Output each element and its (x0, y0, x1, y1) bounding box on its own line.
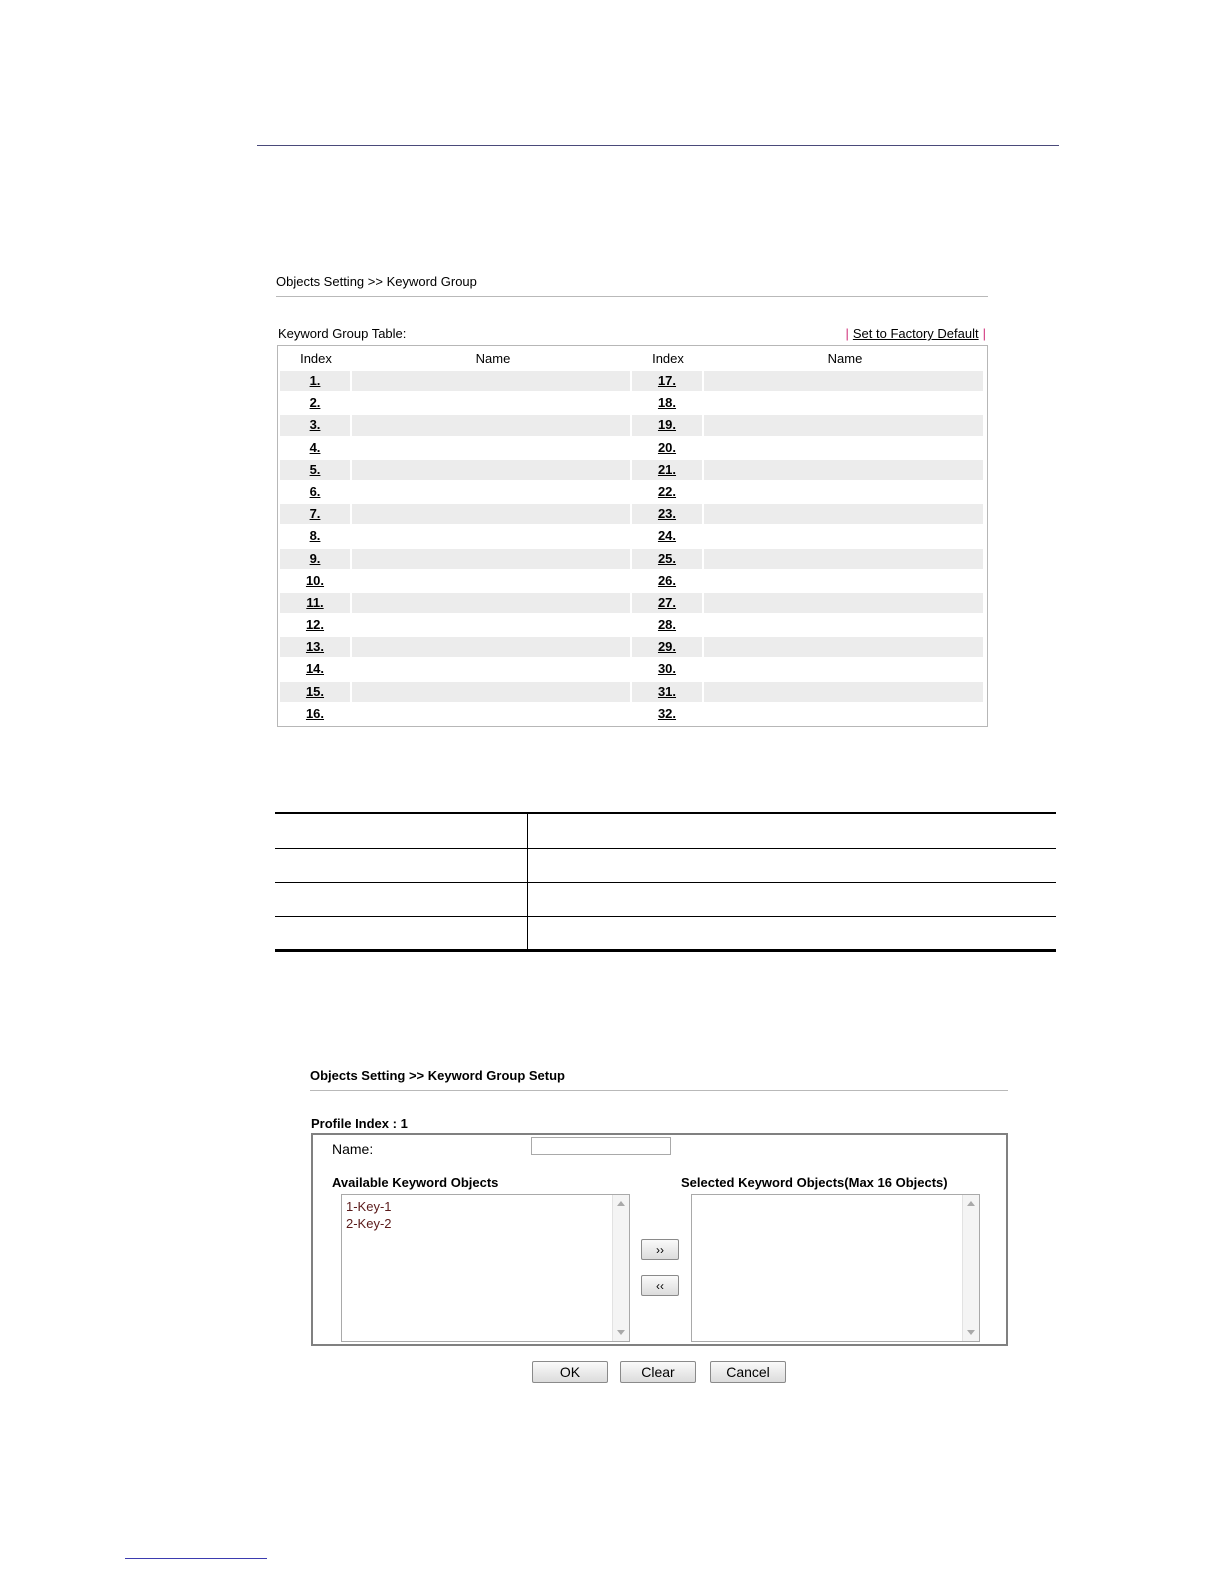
profile-index-link[interactable]: 25. (632, 549, 702, 569)
table-rule (275, 882, 1056, 883)
list-item[interactable]: 2-Key-2 (346, 1216, 392, 1231)
profile-index-link[interactable]: 20. (657, 439, 677, 455)
table-rule (275, 916, 1056, 917)
profile-index-link[interactable]: 24. (657, 528, 677, 544)
profile-name-cell (704, 549, 983, 569)
scroll-up-icon[interactable] (617, 1201, 625, 1206)
footer-rule (125, 1558, 267, 1559)
profile-name-cell (352, 682, 630, 702)
profile-index-link[interactable]: 19. (632, 415, 702, 435)
breadcrumb: Objects Setting >> Keyword Group (276, 274, 477, 289)
profile-index-link[interactable]: 22. (657, 483, 677, 499)
profile-index-link[interactable]: 26. (657, 572, 677, 588)
profile-name-cell (352, 615, 630, 635)
selected-keyword-objects-list[interactable] (691, 1194, 980, 1342)
available-list-scrollbar[interactable] (612, 1195, 629, 1341)
profile-name-cell (704, 526, 983, 546)
table-row (280, 614, 985, 636)
profile-index-link[interactable]: 2. (309, 395, 321, 411)
column-header-name: Name (475, 351, 511, 366)
table-row (280, 525, 985, 547)
profile-name-cell (704, 371, 983, 391)
profile-index-link[interactable]: 15. (280, 682, 350, 702)
profile-index-link[interactable]: 30. (657, 661, 677, 677)
table-rule (275, 848, 1056, 849)
profile-name-cell (704, 593, 983, 613)
keyword-group-panel (276, 272, 988, 721)
profile-name-cell (352, 704, 630, 724)
table-row (280, 570, 985, 592)
breadcrumb-divider (310, 1090, 1008, 1091)
profile-index-link[interactable]: 10. (305, 572, 325, 588)
set-factory-default-link[interactable]: Set to Factory Default (852, 326, 979, 341)
table-row (280, 437, 985, 459)
profile-index-link[interactable]: 16. (305, 705, 325, 721)
clear-button[interactable]: Clear (620, 1361, 696, 1383)
selected-keyword-objects-label: Selected Keyword Objects(Max 16 Objects) (681, 1175, 948, 1190)
page-header-rule (257, 145, 1059, 146)
separator-left: | (845, 326, 849, 341)
table-row (280, 414, 985, 436)
profile-name-cell (352, 526, 630, 546)
description-table (275, 812, 1056, 952)
profile-name-cell (704, 615, 983, 635)
cancel-button[interactable]: Cancel (710, 1361, 786, 1383)
profile-index-link[interactable]: 7. (280, 504, 350, 524)
selected-list-scrollbar[interactable] (962, 1195, 979, 1341)
profile-name-cell (352, 371, 630, 391)
table-row (280, 370, 985, 392)
profile-name-cell (352, 571, 630, 591)
available-keyword-objects-label: Available Keyword Objects (332, 1175, 499, 1190)
profile-index-link[interactable]: 32. (657, 705, 677, 721)
table-rule (275, 812, 1056, 814)
available-items (346, 1198, 392, 1232)
table-row (280, 703, 985, 725)
profile-index-link[interactable]: 18. (657, 395, 677, 411)
profile-index-link[interactable]: 9. (280, 549, 350, 569)
profile-name-cell (704, 704, 983, 724)
profile-name-cell (704, 682, 983, 702)
table-row (280, 658, 985, 680)
table-row (280, 459, 985, 481)
separator-right: | (982, 326, 986, 341)
add-object-button[interactable]: ›› (641, 1239, 679, 1260)
profile-index-link[interactable]: 13. (280, 637, 350, 657)
profile-name-cell (704, 415, 983, 435)
table-row (280, 548, 985, 570)
profile-name-cell (352, 482, 630, 502)
profile-name-cell (352, 438, 630, 458)
table-column-divider (527, 812, 528, 952)
profile-index-link[interactable]: 12. (305, 617, 325, 633)
table-column-headers (278, 346, 987, 370)
table-title: Keyword Group Table: (278, 326, 407, 341)
remove-object-button[interactable]: ‹‹ (641, 1275, 679, 1296)
profile-index-link[interactable]: 21. (632, 460, 702, 480)
profile-name-cell (704, 571, 983, 591)
table-row (280, 503, 985, 525)
breadcrumb: Objects Setting >> Keyword Group Setup (310, 1068, 565, 1083)
profile-index-link[interactable]: 1. (280, 371, 350, 391)
column-header-index: Index (652, 351, 684, 366)
name-input[interactable] (531, 1137, 671, 1155)
table-row (280, 392, 985, 414)
table-row (280, 681, 985, 703)
scroll-down-icon[interactable] (967, 1330, 975, 1335)
table-row (280, 636, 985, 658)
profile-name-cell (704, 460, 983, 480)
ok-button[interactable]: OK (532, 1361, 608, 1383)
table-rule (275, 949, 1056, 952)
profile-name-cell (352, 637, 630, 657)
profile-name-cell (352, 393, 630, 413)
profile-name-cell (352, 504, 630, 524)
list-item[interactable]: 1-Key-1 (346, 1199, 392, 1214)
table-row (280, 481, 985, 503)
setup-form-box (311, 1133, 1008, 1346)
profile-index: Profile Index : 1 (311, 1116, 408, 1131)
profile-name-cell (704, 393, 983, 413)
scroll-up-icon[interactable] (967, 1201, 975, 1206)
table-body (280, 370, 985, 725)
column-header-index: Index (300, 351, 332, 366)
name-label: Name: (332, 1141, 374, 1157)
profile-name-cell (704, 482, 983, 502)
profile-name-cell (704, 659, 983, 679)
profile-name-cell (352, 593, 630, 613)
profile-name-cell (704, 637, 983, 657)
factory-default-group (845, 326, 986, 341)
profile-index-link[interactable]: 31. (632, 682, 702, 702)
scroll-down-icon[interactable] (617, 1330, 625, 1335)
profile-name-cell (704, 438, 983, 458)
available-keyword-objects-list[interactable] (341, 1194, 630, 1342)
table-row (280, 592, 985, 614)
profile-index-link[interactable]: 27. (632, 593, 702, 613)
profile-index-link[interactable]: 28. (657, 617, 677, 633)
table-header-bar (278, 326, 988, 344)
breadcrumb-divider (276, 296, 988, 297)
profile-index-link[interactable]: 5. (280, 460, 350, 480)
profile-index-link[interactable]: 3. (280, 415, 350, 435)
profile-index-link[interactable]: 6. (309, 483, 321, 499)
profile-index-link[interactable]: 14. (305, 661, 325, 677)
column-header-name: Name (827, 351, 863, 366)
profile-name-cell (352, 659, 630, 679)
profile-name-cell (352, 549, 630, 569)
profile-index-link[interactable]: 17. (632, 371, 702, 391)
profile-index-link[interactable]: 11. (280, 593, 350, 613)
profile-index-link[interactable]: 29. (632, 637, 702, 657)
profile-name-cell (704, 504, 983, 524)
profile-index-link[interactable]: 8. (309, 528, 321, 544)
profile-index-link[interactable]: 4. (309, 439, 321, 455)
profile-name-cell (352, 460, 630, 480)
profile-index-link[interactable]: 23. (632, 504, 702, 524)
keyword-group-setup-panel (310, 1066, 1008, 1380)
keyword-group-table (277, 345, 988, 727)
profile-name-cell (352, 415, 630, 435)
